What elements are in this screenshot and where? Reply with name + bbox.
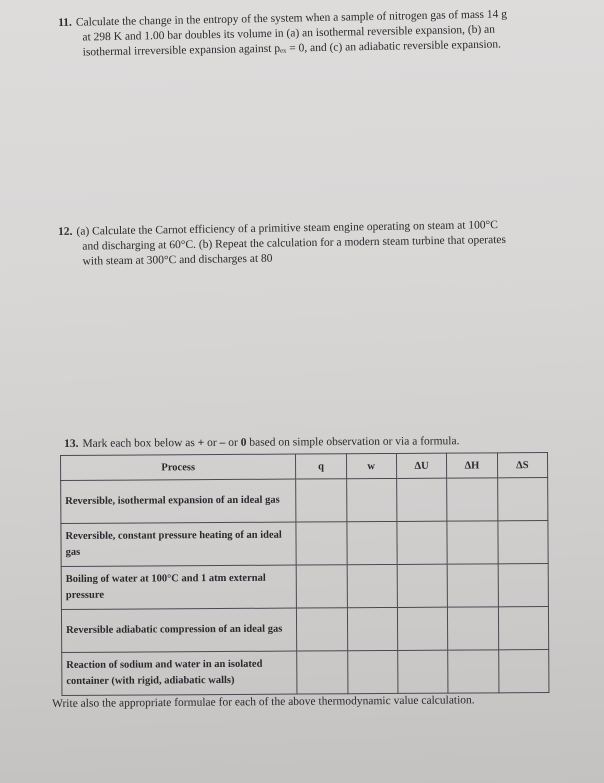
question-13-text-b: or [204, 436, 220, 450]
answer-cell-delta-h[interactable] [448, 650, 499, 693]
table-row [61, 478, 548, 524]
plus-symbol: + [197, 437, 205, 450]
answer-cell-delta-h[interactable] [447, 564, 498, 607]
answer-cell-q[interactable] [296, 522, 346, 565]
answer-cell-w[interactable] [347, 564, 398, 607]
zero-symbol: 0 [240, 436, 247, 449]
answer-cell-delta-u[interactable] [397, 521, 448, 564]
process-cell: Reversible, isothermal expansion of an ideal gas [61, 479, 297, 523]
question-13 [64, 434, 460, 452]
header-delta-u: ΔU [396, 453, 447, 478]
formula-note: Write also the appropriate formulae for each of the above thermodynamic value calculation. [52, 694, 475, 710]
question-12-line-1: (a) Calculate the Carnot efficiency of a primitive steam engine operating on steam at 100°C [76, 219, 498, 238]
answer-cell-delta-u[interactable] [397, 650, 448, 693]
question-11 [58, 7, 508, 61]
answer-cell-delta-h[interactable] [447, 478, 498, 521]
question-11-line-1: Calculate the change in the entropy of the system when a sample of nitrogen gas of mass 14 g [75, 8, 508, 29]
header-process: Process [61, 454, 296, 480]
header-delta-h: ΔH [447, 453, 498, 478]
question-13-text-c: or [225, 436, 241, 449]
process-cell: Boiling of water at 100°C and 1 atm external pressure [61, 565, 297, 609]
table-row [61, 521, 548, 567]
answer-cell-w[interactable] [346, 478, 397, 521]
answer-cell-delta-s[interactable] [498, 521, 549, 564]
minus-symbol: – [219, 436, 226, 449]
answer-cell-w[interactable] [346, 521, 397, 564]
process-cell: Reaction of sodium and water in an isolated container (with rigid, adiabatic walls) [62, 651, 298, 695]
header-delta-s: ΔS [497, 453, 548, 478]
table-row [61, 607, 548, 653]
table-header-row [61, 453, 548, 481]
answer-cell-q[interactable] [297, 651, 347, 694]
answer-cell-delta-s[interactable] [498, 607, 549, 650]
answer-cell-q[interactable] [297, 608, 347, 651]
answer-cell-delta-s[interactable] [498, 650, 549, 693]
answer-cell-delta-s[interactable] [498, 564, 549, 607]
question-13-number: 13. [64, 437, 79, 450]
question-12-number: 12. [58, 225, 73, 238]
answer-cell-w[interactable] [347, 650, 398, 693]
answer-cell-delta-s[interactable] [497, 478, 548, 521]
answer-cell-delta-h[interactable] [447, 521, 498, 564]
question-11-number: 11. [58, 16, 72, 29]
header-w: w [346, 453, 396, 478]
thermodynamics-table [60, 452, 549, 696]
table-row [62, 650, 549, 696]
question-11-line-3: isothermal irreversible expansion against pₑₓ = 0, and (c) an adiabatic reversible expansion. [82, 38, 502, 59]
answer-cell-delta-u[interactable] [396, 478, 447, 521]
answer-cell-delta-u[interactable] [397, 564, 448, 607]
table-row [61, 564, 548, 610]
answer-cell-delta-h[interactable] [448, 607, 499, 650]
question-12-line-2: and discharging at 60°C. (b) Repeat the calculation for a modern steam turbine that operates [82, 233, 507, 253]
question-12-line-3: with steam at 300°C and discharges at 80 [82, 252, 273, 268]
answer-cell-w[interactable] [347, 607, 398, 650]
question-13-text-a: Mark each box below as [82, 437, 198, 450]
question-12 [58, 218, 506, 270]
process-cell: Reversible, constant pressure heating of an ideal gas [61, 522, 297, 566]
process-cell: Reversible adiabatic compression of an ideal gas [61, 608, 297, 652]
question-11-line-2: at 298 K and 1.00 bar doubles its volume in (a) an isothermal reversible expansion, (b) an [82, 23, 496, 44]
answer-cell-q[interactable] [296, 479, 346, 522]
answer-cell-q[interactable] [296, 565, 346, 608]
answer-cell-delta-u[interactable] [397, 607, 448, 650]
question-13-text-d: based on simple observation or via a formula. [246, 435, 460, 449]
header-q: q [296, 454, 346, 479]
